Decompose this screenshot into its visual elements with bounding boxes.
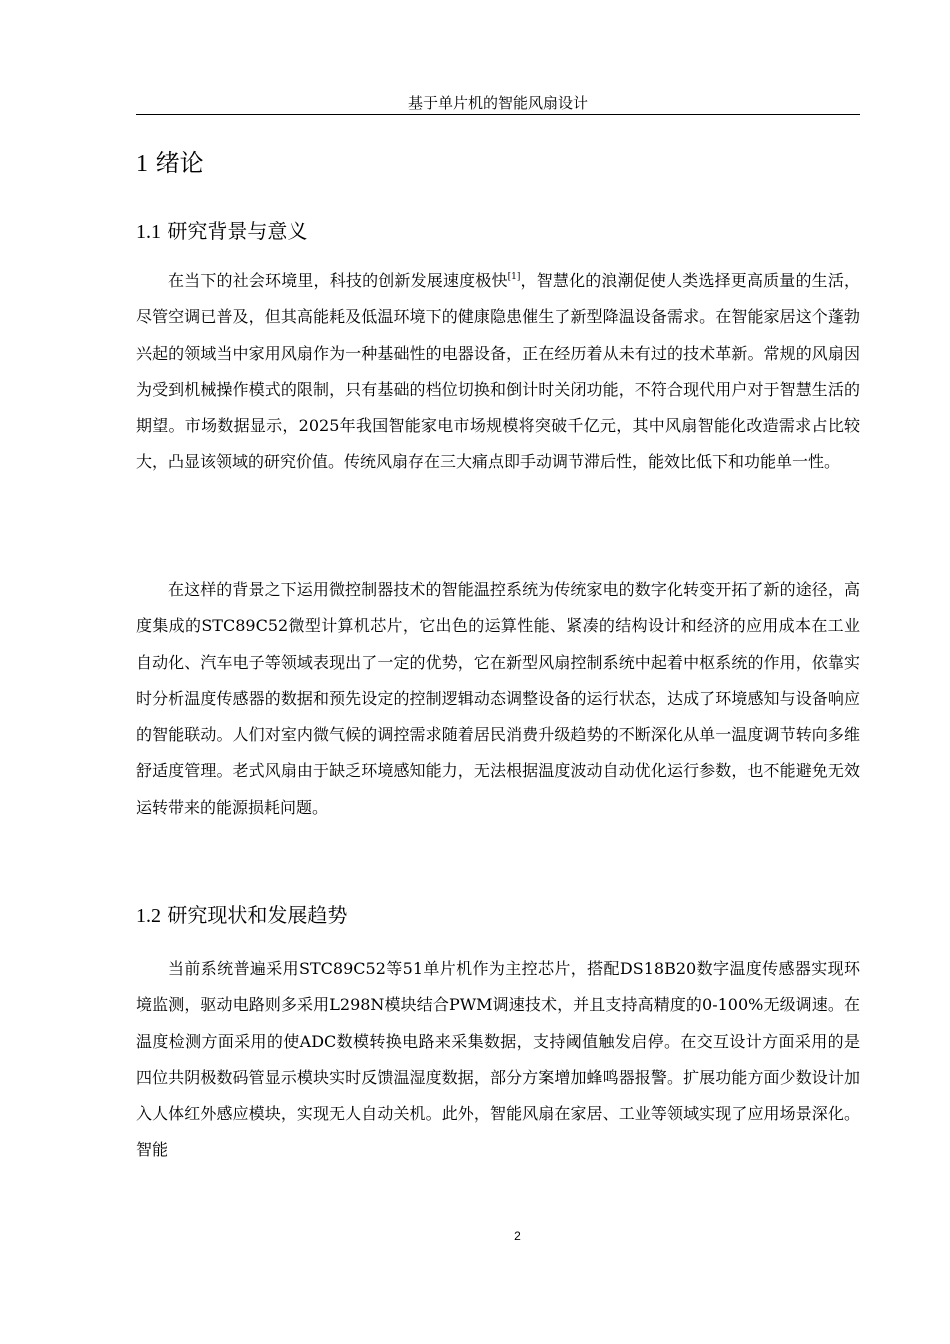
section-number: 1.1 — [136, 221, 161, 243]
running-header — [136, 92, 860, 115]
chapter-heading — [136, 146, 204, 181]
section-title: 研究背景与意义 — [167, 219, 308, 243]
citation-reference: [1] — [507, 272, 521, 282]
body-paragraph: 在这样的背景之下运用微控制器技术的智能温控系统为传统家电的数字化转变开拓了新的途径，高度集成的STC89C52微型计算机芯片，它出色的运算性能、紧凑的结构设计和经济的应用成本在工业自动化、汽车电子等领域表现出了一定的优势，它在新型风扇控制系统中起着中枢系统的作用，依靠实时分析温度传感器的数据和预先设定的控制逻辑动态调整设备的运行状态，达成了环境感知与设备响应的智能联动。人们对室内微气候的调控需求随着居民消费升级趋势的不断深化从单一温度调节转向多维舒适度管理。老式风扇由于缺乏环境感知能力，无法根据温度波动自动优化运行参数，也不能避免无效运转带来的能源损耗问题。 — [136, 580, 860, 817]
chapter-title: 绪论 — [155, 149, 204, 177]
body-paragraph — [136, 263, 860, 481]
body-paragraph: 当前系统普遍采用STC89C52等51单片机作为主控芯片，搭配DS18B20数字温度传感器实现环境监测，驱动电路则多采用L298N模块结合PWM调速技术，并且支持高精度的0-100%无级调速。在温度检测方面采用的使ADC数模转换电路来采集数据，支持阈值触发启停。在交互设计方面采用的是四位共阴极数码管显示模块实时反馈温湿度数据，部分方案增加蜂鸣器报警。扩展功能方面少数设计加入人体红外感应模块，实现无人自动关机。此外，智能风扇在家居、工业等领域实现了应用场景深化。智能 — [136, 959, 860, 1160]
paragraph-text: ，智慧化的浪潮促使人类选择更高质量的生活，尽管空调已普及，但其高能耗及低温环境下的健康隐患催生了新型降温设备需求。在智能家居这个蓬勃兴起的领域当中家用风扇作为一种基础性的电器设备，正在经历着从未有过的技术革新。常规的风扇因为受到机械操作模式的限制，只有基础的档位切换和倒计时关闭功能，不符合现代用户对于智慧生活的期望。市场数据显示，2025年我国智能家电市场规模将突破千亿元，其中风扇智能化改造需求占比较大，凸显该领域的研究价值。传统风扇存在三大痛点即手动调节滞后性，能效比低下和功能单一性。 — [136, 271, 860, 472]
paragraph-text: 在当下的社会环境里，科技的创新发展速度极快 — [168, 271, 508, 290]
section-heading-1-2 — [136, 900, 347, 931]
section-title: 研究现状和发展趋势 — [167, 903, 348, 927]
running-header-title: 基于单片机的智能风扇设计 — [407, 94, 588, 112]
page-number: 2 — [514, 1229, 521, 1243]
section-heading-1-1 — [136, 216, 307, 247]
chapter-number: 1 — [136, 151, 148, 177]
section-number: 1.2 — [136, 905, 161, 927]
